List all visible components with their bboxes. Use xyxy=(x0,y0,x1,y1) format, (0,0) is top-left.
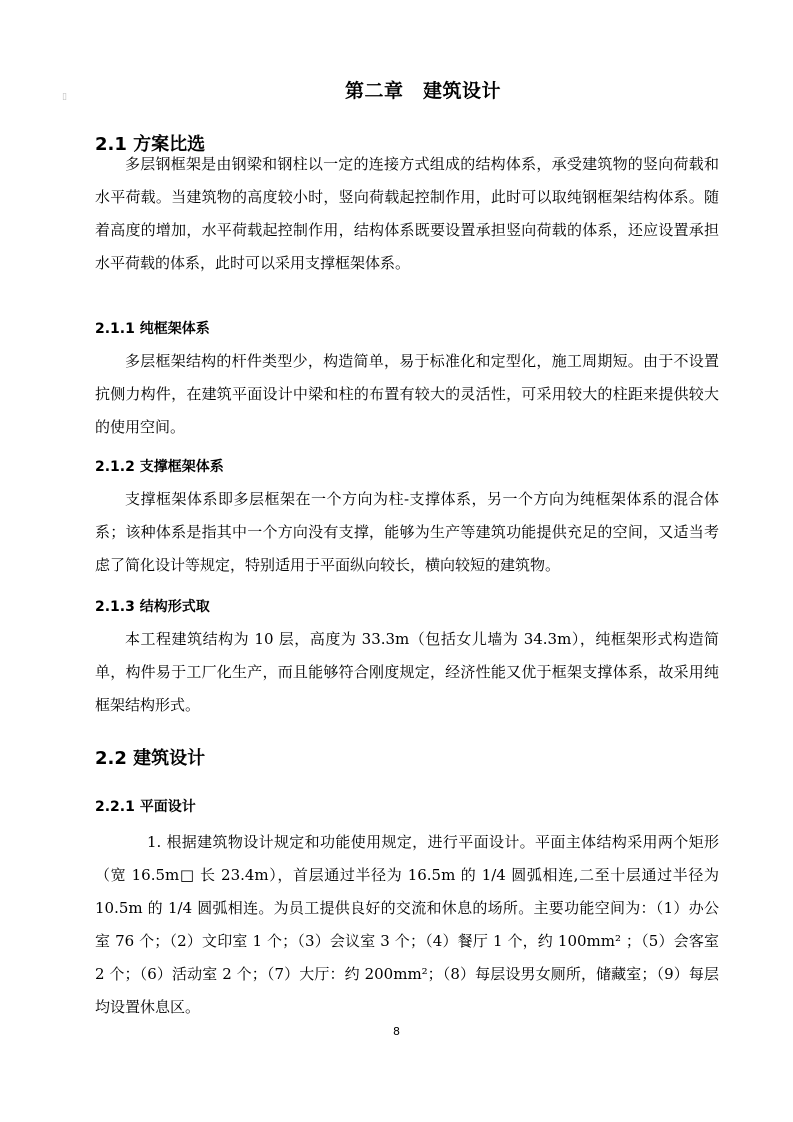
page-number: 8 xyxy=(393,1025,400,1038)
chapter-title: 第二章 建筑设计 xyxy=(344,80,501,102)
paragraph-2-1-intro: 多层钢框架是由钢梁和钢柱以一定的连接方式组成的结构体系，承受建筑物的竖向荷载和水平荷载。当建筑物的高度较小时，竖向荷载起控制作用，此时可以取纯钢框架结构体系。随着高度的增加，水平荷载起控制作用，结构体系既要设置承担竖向荷载的体系，还应设置承担水平荷载的体系，此时可以采用支撑框架体系。 xyxy=(95,155,719,272)
section-heading-2-2: 2.2 建筑设计 xyxy=(95,748,206,769)
paragraph-2-1-2: 支撑框架体系即多层框架在一个方向为柱-支撑体系，另一个方向为纯框架体系的混合体系；该种体系是指其中一个方向没有支撑，能够为生产等建筑功能提供充足的空间，又适当考虑了简化设计等规定，特别适用于平面纵向较长，横向较短的建筑物。 xyxy=(95,490,719,574)
paragraph-2-2-1: 1. 根据建筑物设计规定和功能使用规定，进行平面设计。平面主体结构采用两个矩形（宽 16.5m□ 长 23.4m），首层通过半径为 16.5m 的 1/4 圆弧相连,二至十层通过半径为 10.5m 的 1/4 圆弧相连。为员工提供良好的交流和休息的场所。主要功能空间为：（1）办公室 76 个；（2）文印室 1 个；（3）会议室 3 个；（4）餐厅 1 个，约 100mm² ；（5）会客室 2 个；（6）活动室 2 个；（7）大厅：约 200mm²；（8）每层设男女厕所，储藏室；（9）每层均设置休息区。 xyxy=(95,833,719,1016)
subsection-heading-2-1-3: 2.1.3 结构形式取 xyxy=(95,599,210,615)
corner-mark: ▯ xyxy=(62,92,67,102)
paragraph-2-1-1: 多层框架结构的杆件类型少，构造简单，易于标准化和定型化，施工周期短。由于不设置抗侧力构件，在建筑平面设计中梁和柱的布置有较大的灵活性，可采用较大的柱距来提供较大的使用空间。 xyxy=(95,352,719,436)
subsection-heading-2-2-1: 2.2.1 平面设计 xyxy=(95,799,196,815)
paragraph-2-1-3: 本工程建筑结构为 10 层，高度为 33.3m（包括女儿墙为 34.3m），纯框架形式构造简单，构件易于工厂化生产，而且能够符合刚度规定，经济性能又优于框架支撑体系，故采用纯框架结构形式。 xyxy=(95,630,719,714)
section-heading-2-1: 2.1 方案比选 xyxy=(95,134,206,155)
subsection-heading-2-1-1: 2.1.1 纯框架体系 xyxy=(95,321,210,337)
subsection-heading-2-1-2: 2.1.2 支撑框架体系 xyxy=(95,459,224,475)
